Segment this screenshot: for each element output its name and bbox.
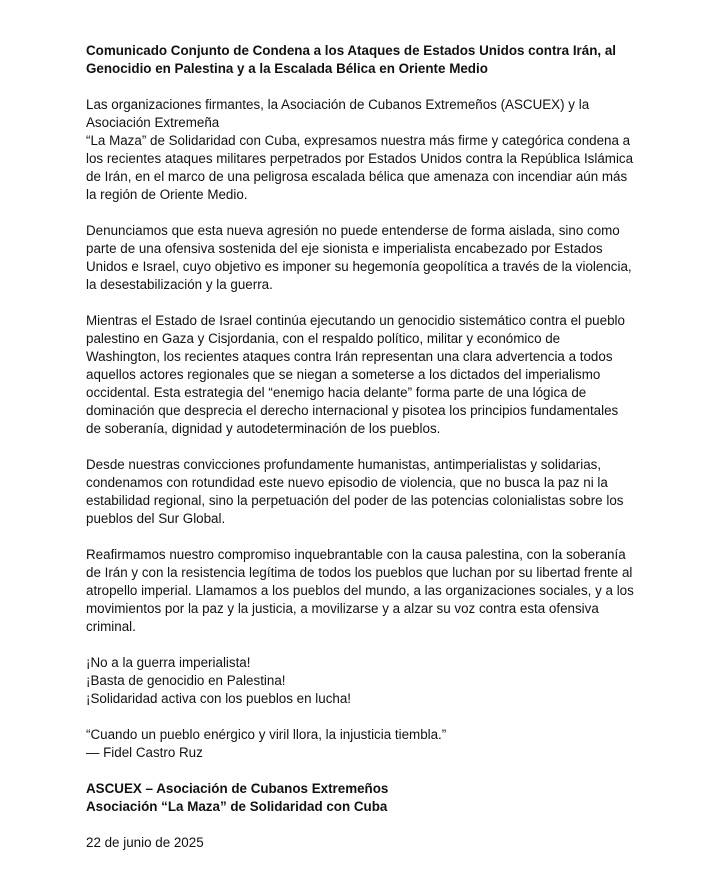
text-line: de soberanía, dignidad y autodeterminación de los pueblos. xyxy=(86,421,441,436)
text-line: criminal. xyxy=(86,619,136,634)
quote-author: — Fidel Castro Ruz xyxy=(86,745,203,760)
text-line: Desde nuestras convicciones profundamente humanistas, antimperialistas y solidarias, xyxy=(86,457,602,472)
text-line: aquellos actores regionales que se niegan a someterse a los dictados del imperialismo xyxy=(86,367,601,382)
paragraph-israel xyxy=(86,312,646,438)
quote-block xyxy=(86,726,646,762)
paragraph-convicciones xyxy=(86,456,646,528)
paragraph-intro xyxy=(86,96,646,204)
text-line: palestino en Gaza y Cisjordania, con el respaldo político, militar y económico de xyxy=(86,331,561,346)
text-line: Las organizaciones firmantes, la Asociación de Cubanos Extremeños (ASCUEX) y la xyxy=(86,97,590,112)
text-line: la región de Oriente Medio. xyxy=(86,187,248,202)
signatories xyxy=(86,780,646,816)
text-line: parte de una ofensiva sostenida del eje sionista e imperialista encabezado por Estados xyxy=(86,241,603,256)
text-line: Unidos e Israel, cuyo objetivo es imponer su hegemonía geopolítica a través de la violencia, xyxy=(86,259,632,274)
text-line: atropello imperial. Llamamos a los pueblos del mundo, a las organizaciones sociales, y a los xyxy=(86,583,634,598)
text-line: la desestabilización y la guerra. xyxy=(86,277,273,292)
document-date: 22 de junio de 2025 xyxy=(86,835,204,850)
text-line: Asociación Extremeña xyxy=(86,115,220,130)
text-line: Mientras el Estado de Israel continúa ejecutando un genocidio sistemático contra el pueblo xyxy=(86,313,625,328)
text-line: los recientes ataques militares perpetrados por Estados Unidos contra la República Islámica xyxy=(86,151,634,166)
slogan: ¡Basta de genocidio en Palestina! xyxy=(86,673,286,688)
text-line: pueblos del Sur Global. xyxy=(86,511,226,526)
slogan: ¡No a la guerra imperialista! xyxy=(86,655,251,670)
text-line: Reafirmamos nuestro compromiso inquebrantable con la causa palestina, con la soberanía xyxy=(86,547,626,562)
text-line: Denunciamos que esta nueva agresión no puede entenderse de forma aislada, sino como xyxy=(86,223,620,238)
slogans xyxy=(86,654,646,708)
signatory: Asociación “La Maza” de Solidaridad con Cuba xyxy=(86,799,388,814)
text-line: dominación que desprecia el derecho internacional y pisotea los principios fundamentales xyxy=(86,403,619,418)
signatory: ASCUEX – Asociación de Cubanos Extremeños xyxy=(86,781,389,796)
text-line: estabilidad regional, sino la perpetuación del poder de las potencias colonialistas sobre los xyxy=(86,493,624,508)
text-line: “La Maza” de Solidaridad con Cuba, expresamos nuestra más firme y categórica condena a xyxy=(86,133,631,148)
title-line: Comunicado Conjunto de Condena a los Ataques de Estados Unidos contra Irán, al xyxy=(86,43,616,58)
document-title xyxy=(86,42,646,78)
paragraph-denuncia xyxy=(86,222,646,294)
quote-text: “Cuando un pueblo enérgico y viril llora, la injusticia tiembla.” xyxy=(86,727,447,742)
text-line: de Irán y con la resistencia legítima de todos los pueblos que luchan por su libertad frente al xyxy=(86,565,633,580)
text-line: occidental. Esta estrategia del “enemigo hacia delante” forma parte de una lógica de xyxy=(86,385,587,400)
document-page xyxy=(86,42,646,852)
title-line: Genocidio en Palestina y a la Escalada Bélica en Oriente Medio xyxy=(86,61,488,76)
paragraph-compromiso xyxy=(86,546,646,636)
text-line: condenamos con rotundidad este nuevo episodio de violencia, que no busca la paz ni la xyxy=(86,475,608,490)
text-line: movimientos por la paz y la justicia, a movilizarse y a alzar su voz contra esta ofensiva xyxy=(86,601,599,616)
text-line: Washington, los recientes ataques contra Irán representan una clara advertencia a todos xyxy=(86,349,613,364)
slogan: ¡Solidaridad activa con los pueblos en lucha! xyxy=(86,691,352,706)
text-line: de Irán, en el marco de una peligrosa escalada bélica que amenaza con incendiar aún más xyxy=(86,169,628,184)
